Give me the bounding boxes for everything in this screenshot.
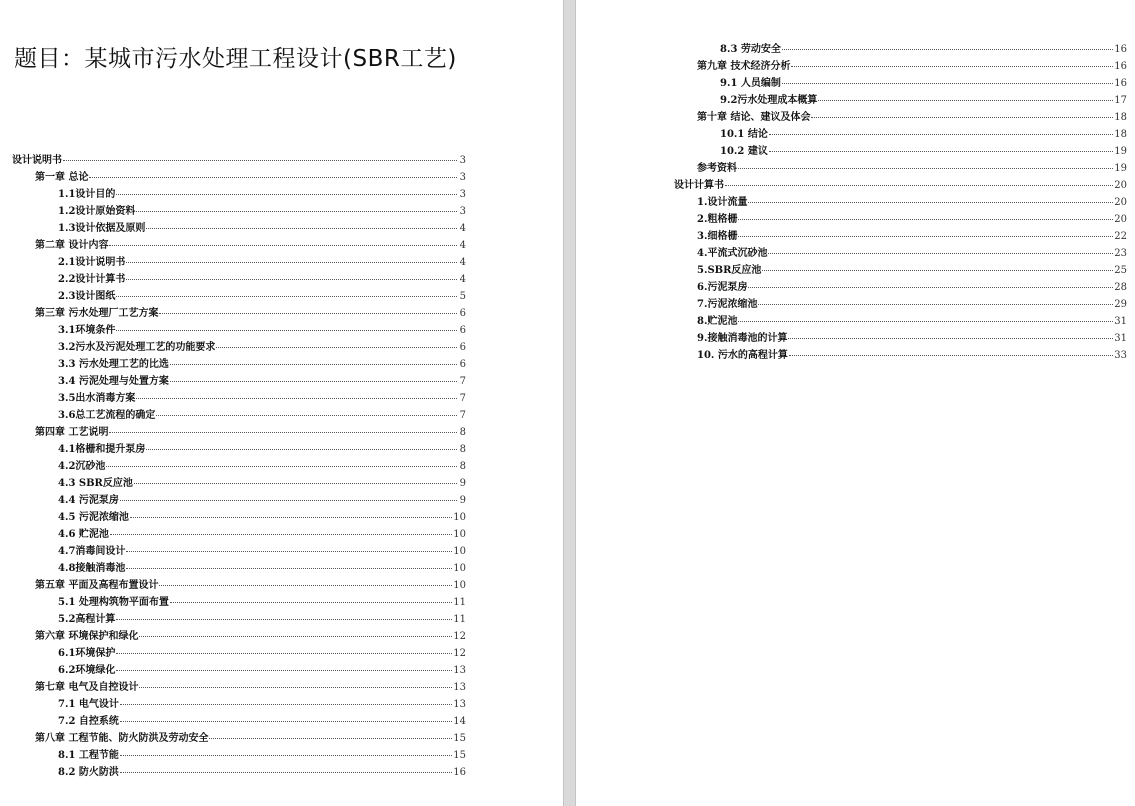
toc-entry[interactable] (12, 577, 466, 594)
toc-dot-leader (120, 772, 452, 773)
toc-page-number: 23 (1114, 248, 1127, 259)
toc-entry[interactable] (12, 186, 466, 203)
toc-dot-leader (116, 619, 452, 620)
toc-entry[interactable] (12, 237, 466, 254)
toc-page-number: 4 (459, 240, 466, 251)
toc-page-number: 20 (1114, 214, 1127, 225)
toc-dot-leader (769, 134, 1113, 135)
toc-dot-leader (120, 721, 452, 722)
toc-entry[interactable] (674, 296, 1127, 313)
toc-entry[interactable] (674, 92, 1127, 109)
toc-entry-title: 3.2污水及污泥处理工艺的功能要求 (58, 342, 216, 353)
toc-entry[interactable] (12, 730, 466, 747)
toc-dot-leader (120, 704, 452, 705)
toc-dot-leader (782, 83, 1113, 84)
toc-dot-leader (725, 185, 1113, 186)
toc-dot-leader (159, 585, 452, 586)
toc-entry[interactable] (674, 262, 1127, 279)
toc-entry-title: 设计说明书 (12, 155, 62, 166)
toc-dot-leader (120, 755, 452, 756)
toc-entry[interactable] (12, 441, 466, 458)
toc-dot-leader (738, 321, 1113, 322)
toc-entry[interactable] (674, 41, 1127, 58)
toc-dot-leader (146, 228, 457, 229)
toc-entry-title: 3.6总工艺流程的确定 (58, 410, 156, 421)
toc-dot-leader (748, 202, 1113, 203)
toc-entry-title: 8.1 工程节能 (58, 750, 119, 761)
toc-page-number: 9 (459, 495, 466, 506)
toc-page-number: 6 (459, 308, 466, 319)
toc-entry-title: 参考资料 (697, 163, 737, 174)
toc-entry-title: 3.1环境条件 (58, 325, 116, 336)
toc-entry-title: 4.8接触消毒池 (58, 563, 126, 574)
toc-entry-title: 2.3设计图纸 (58, 291, 116, 302)
toc-dot-leader (170, 602, 452, 603)
toc-dot-leader (116, 653, 452, 654)
toc-page-number: 25 (1114, 265, 1127, 276)
toc-entry-title: 4.2沉砂池 (58, 461, 106, 472)
toc-entry[interactable] (674, 58, 1127, 75)
toc-entry[interactable] (12, 254, 466, 271)
toc-page-number: 13 (453, 665, 466, 676)
toc-entry-title: 2.粗格栅 (697, 214, 738, 225)
toc-entry-title: 9.1 人员编制 (720, 78, 781, 89)
toc-dot-leader (170, 381, 457, 382)
toc-entry[interactable] (12, 424, 466, 441)
toc-page-number: 31 (1114, 316, 1127, 327)
toc-entry-title: 4.3 SBR反应池 (58, 478, 133, 489)
toc-entry-title: 4.6 贮泥池 (58, 529, 109, 540)
toc-dot-leader (738, 168, 1113, 169)
toc-entry[interactable] (12, 169, 466, 186)
toc-page-number: 6 (459, 359, 466, 370)
toc-dot-leader (116, 330, 457, 331)
toc-dot-leader (130, 517, 452, 518)
toc-entry[interactable] (674, 194, 1127, 211)
toc-page-number: 3 (459, 206, 466, 217)
table-of-contents-left (12, 152, 466, 781)
toc-entry-title: 第五章 平面及高程布置设计 (35, 580, 159, 591)
toc-entry[interactable] (674, 313, 1127, 330)
toc-entry[interactable] (12, 509, 466, 526)
toc-entry-title: 5.2高程计算 (58, 614, 116, 625)
toc-entry[interactable] (12, 560, 466, 577)
toc-page-number: 29 (1114, 299, 1127, 310)
toc-entry-title: 8.2 防火防洪 (58, 767, 119, 778)
toc-entry[interactable] (12, 458, 466, 475)
toc-page-number: 20 (1114, 197, 1127, 208)
toc-page-number: 13 (453, 682, 466, 693)
toc-dot-leader (156, 415, 457, 416)
toc-page-number: 9 (459, 478, 466, 489)
toc-entry[interactable] (674, 211, 1127, 228)
toc-entry-title: 第七章 电气及自控设计 (35, 682, 139, 693)
toc-entry[interactable] (674, 75, 1127, 92)
toc-dot-leader (126, 279, 457, 280)
toc-entry-title: 4.平流式沉砂池 (697, 248, 768, 259)
toc-entry[interactable] (12, 679, 466, 696)
toc-page-number: 17 (1114, 95, 1127, 106)
toc-entry[interactable] (674, 177, 1127, 194)
toc-page-number: 8 (459, 444, 466, 455)
toc-page-number: 20 (1114, 180, 1127, 191)
toc-entry[interactable] (12, 543, 466, 560)
toc-entry-title: 2.2设计计算书 (58, 274, 126, 285)
toc-entry[interactable] (12, 288, 466, 305)
toc-entry[interactable] (12, 628, 466, 645)
toc-entry-title: 3.5出水消毒方案 (58, 393, 136, 404)
toc-page-number: 10 (453, 512, 466, 523)
toc-page-number: 5 (459, 291, 466, 302)
toc-dot-leader (738, 236, 1113, 237)
toc-entry-title: 4.7消毒间设计 (58, 546, 126, 557)
toc-page-number: 18 (1114, 129, 1127, 140)
toc-entry-title: 1.设计流量 (697, 197, 748, 208)
toc-page-number: 3 (459, 189, 466, 200)
toc-dot-leader (758, 304, 1113, 305)
toc-dot-leader (811, 117, 1113, 118)
toc-entry-title: 2.1设计说明书 (58, 257, 126, 268)
toc-page-number: 3 (459, 155, 466, 166)
toc-entry-title: 第四章 工艺说明 (35, 427, 109, 438)
toc-entry-title: 第三章 污水处理厂工艺方案 (35, 308, 159, 319)
toc-dot-leader (789, 355, 1113, 356)
toc-page-number: 13 (453, 699, 466, 710)
toc-page-number: 4 (459, 274, 466, 285)
toc-page-number: 15 (453, 733, 466, 744)
document-title: 题目：某城市污水处理工程设计(SBR工艺) (14, 46, 457, 72)
toc-entry[interactable] (12, 492, 466, 509)
toc-page-number: 12 (453, 631, 466, 642)
toc-entry-title: 第九章 技术经济分析 (697, 61, 791, 72)
toc-entry[interactable] (12, 713, 466, 730)
toc-page-number: 11 (453, 597, 466, 608)
toc-dot-leader (63, 160, 457, 161)
toc-dot-leader (89, 177, 457, 178)
toc-page-number: 31 (1114, 333, 1127, 344)
toc-dot-leader (116, 194, 457, 195)
toc-entry-title: 第八章 工程节能、防火防洪及劳动安全 (35, 733, 209, 744)
toc-entry[interactable] (12, 373, 466, 390)
toc-dot-leader (788, 338, 1113, 339)
toc-page-number: 8 (459, 427, 466, 438)
toc-entry-title: 4.4 污泥泵房 (58, 495, 119, 506)
toc-page-number: 15 (453, 750, 466, 761)
toc-entry-title: 设计计算书 (674, 180, 724, 191)
toc-entry-title: 4.5 污泥浓缩池 (58, 512, 129, 523)
toc-entry[interactable] (674, 330, 1127, 347)
toc-page-number: 14 (453, 716, 466, 727)
toc-page-number: 18 (1114, 112, 1127, 123)
toc-dot-leader (818, 100, 1113, 101)
toc-dot-leader (216, 347, 457, 348)
toc-entry[interactable] (12, 645, 466, 662)
toc-page-number: 16 (1114, 44, 1127, 55)
toc-entry[interactable] (674, 160, 1127, 177)
toc-entry[interactable] (674, 347, 1127, 364)
toc-dot-leader (139, 687, 452, 688)
toc-dot-leader (762, 270, 1113, 271)
toc-entry[interactable] (674, 126, 1127, 143)
table-of-contents-right (674, 41, 1127, 364)
toc-entry-title: 1.2设计原始资料 (58, 206, 136, 217)
toc-dot-leader (768, 253, 1113, 254)
toc-page-number: 3 (459, 172, 466, 183)
toc-entry[interactable] (12, 764, 466, 781)
toc-dot-leader (126, 262, 457, 263)
toc-page-number: 19 (1114, 163, 1127, 174)
toc-dot-leader (116, 670, 452, 671)
toc-page-number: 19 (1114, 146, 1127, 157)
toc-dot-leader (109, 245, 457, 246)
toc-dot-leader (782, 49, 1113, 50)
toc-entry-title: 5.SBR反应池 (697, 265, 762, 276)
toc-page-number: 16 (1114, 61, 1127, 72)
toc-page-number: 10 (453, 580, 466, 591)
toc-dot-leader (126, 551, 452, 552)
toc-entry-title: 7.污泥浓缩池 (697, 299, 758, 310)
toc-page-number: 6 (459, 325, 466, 336)
toc-entry-title: 3.4 污泥处理与处置方案 (58, 376, 169, 387)
toc-entry[interactable] (12, 696, 466, 713)
toc-page-number: 7 (459, 376, 466, 387)
toc-dot-leader (159, 313, 457, 314)
toc-entry[interactable] (12, 271, 466, 288)
toc-entry-title: 1.1设计目的 (58, 189, 116, 200)
toc-dot-leader (738, 219, 1113, 220)
toc-page-number: 4 (459, 223, 466, 234)
toc-entry-title: 第十章 结论、建议及体会 (697, 112, 811, 123)
toc-entry[interactable] (12, 152, 466, 169)
toc-entry[interactable] (12, 203, 466, 220)
toc-entry-title: 第二章 设计内容 (35, 240, 109, 251)
toc-entry-title: 7.1 电气设计 (58, 699, 119, 710)
toc-dot-leader (106, 466, 457, 467)
toc-page-number: 16 (453, 767, 466, 778)
toc-entry[interactable] (12, 220, 466, 237)
toc-dot-leader (134, 483, 457, 484)
toc-dot-leader (136, 398, 457, 399)
toc-entry-title: 第六章 环境保护和绿化 (35, 631, 139, 642)
toc-page-number: 12 (453, 648, 466, 659)
toc-entry[interactable] (674, 279, 1127, 296)
toc-dot-leader (136, 211, 457, 212)
toc-entry-title: 7.2 自控系统 (58, 716, 119, 727)
toc-page-number: 16 (1114, 78, 1127, 89)
toc-entry[interactable] (12, 390, 466, 407)
toc-entry-title: 8.3 劳动安全 (720, 44, 781, 55)
page-gutter (563, 0, 576, 806)
toc-dot-leader (120, 500, 457, 501)
toc-dot-leader (126, 568, 452, 569)
toc-entry[interactable] (12, 594, 466, 611)
toc-entry-title: 4.1格栅和提升泵房 (58, 444, 146, 455)
toc-entry[interactable] (12, 407, 466, 424)
toc-dot-leader (769, 151, 1113, 152)
toc-entry-title: 6.1环境保护 (58, 648, 116, 659)
toc-entry-title: 第一章 总论 (35, 172, 89, 183)
toc-entry[interactable] (12, 526, 466, 543)
toc-entry-title: 10.1 结论 (720, 129, 768, 140)
toc-page-number: 7 (459, 393, 466, 404)
toc-page-number: 10 (453, 546, 466, 557)
toc-entry-title: 10.2 建议 (720, 146, 768, 157)
toc-entry[interactable] (12, 475, 466, 492)
toc-dot-leader (109, 432, 457, 433)
toc-page-number: 10 (453, 563, 466, 574)
toc-entry-title: 3.细格栅 (697, 231, 738, 242)
toc-entry-title: 9.2污水处理成本概算 (720, 95, 818, 106)
toc-dot-leader (139, 636, 452, 637)
toc-entry[interactable] (12, 747, 466, 764)
toc-page-number: 10 (453, 529, 466, 540)
toc-dot-leader (146, 449, 457, 450)
toc-entry-title: 6.污泥泵房 (697, 282, 748, 293)
toc-page-number: 33 (1114, 350, 1127, 361)
toc-dot-leader (791, 66, 1113, 67)
toc-entry-title: 10. 污水的高程计算 (697, 350, 788, 361)
toc-entry[interactable] (674, 143, 1127, 160)
toc-dot-leader (170, 364, 457, 365)
toc-dot-leader (209, 738, 452, 739)
toc-page-number: 7 (459, 410, 466, 421)
toc-entry[interactable] (674, 228, 1127, 245)
toc-entry-title: 3.3 污水处理工艺的比选 (58, 359, 169, 370)
toc-page-number: 8 (459, 461, 466, 472)
toc-entry-title: 6.2环境绿化 (58, 665, 116, 676)
toc-dot-leader (110, 534, 452, 535)
toc-page-number: 11 (453, 614, 466, 625)
toc-page-number: 22 (1114, 231, 1127, 242)
toc-entry[interactable] (12, 611, 466, 628)
toc-entry[interactable] (12, 662, 466, 679)
toc-page-number: 28 (1114, 282, 1127, 293)
toc-entry[interactable] (12, 322, 466, 339)
toc-dot-leader (116, 296, 457, 297)
toc-entry-title: 8.贮泥池 (697, 316, 738, 327)
toc-entry[interactable] (674, 245, 1127, 262)
toc-dot-leader (748, 287, 1113, 288)
toc-entry-title: 1.3设计依据及原则 (58, 223, 146, 234)
toc-entry-title: 9.接触消毒池的计算 (697, 333, 788, 344)
toc-page-number: 6 (459, 342, 466, 353)
toc-entry[interactable] (12, 339, 466, 356)
toc-entry[interactable] (674, 109, 1127, 126)
toc-entry[interactable] (12, 356, 466, 373)
toc-entry[interactable] (12, 305, 466, 322)
toc-page-number: 4 (459, 257, 466, 268)
toc-entry-title: 5.1 处理构筑物平面布置 (58, 597, 169, 608)
